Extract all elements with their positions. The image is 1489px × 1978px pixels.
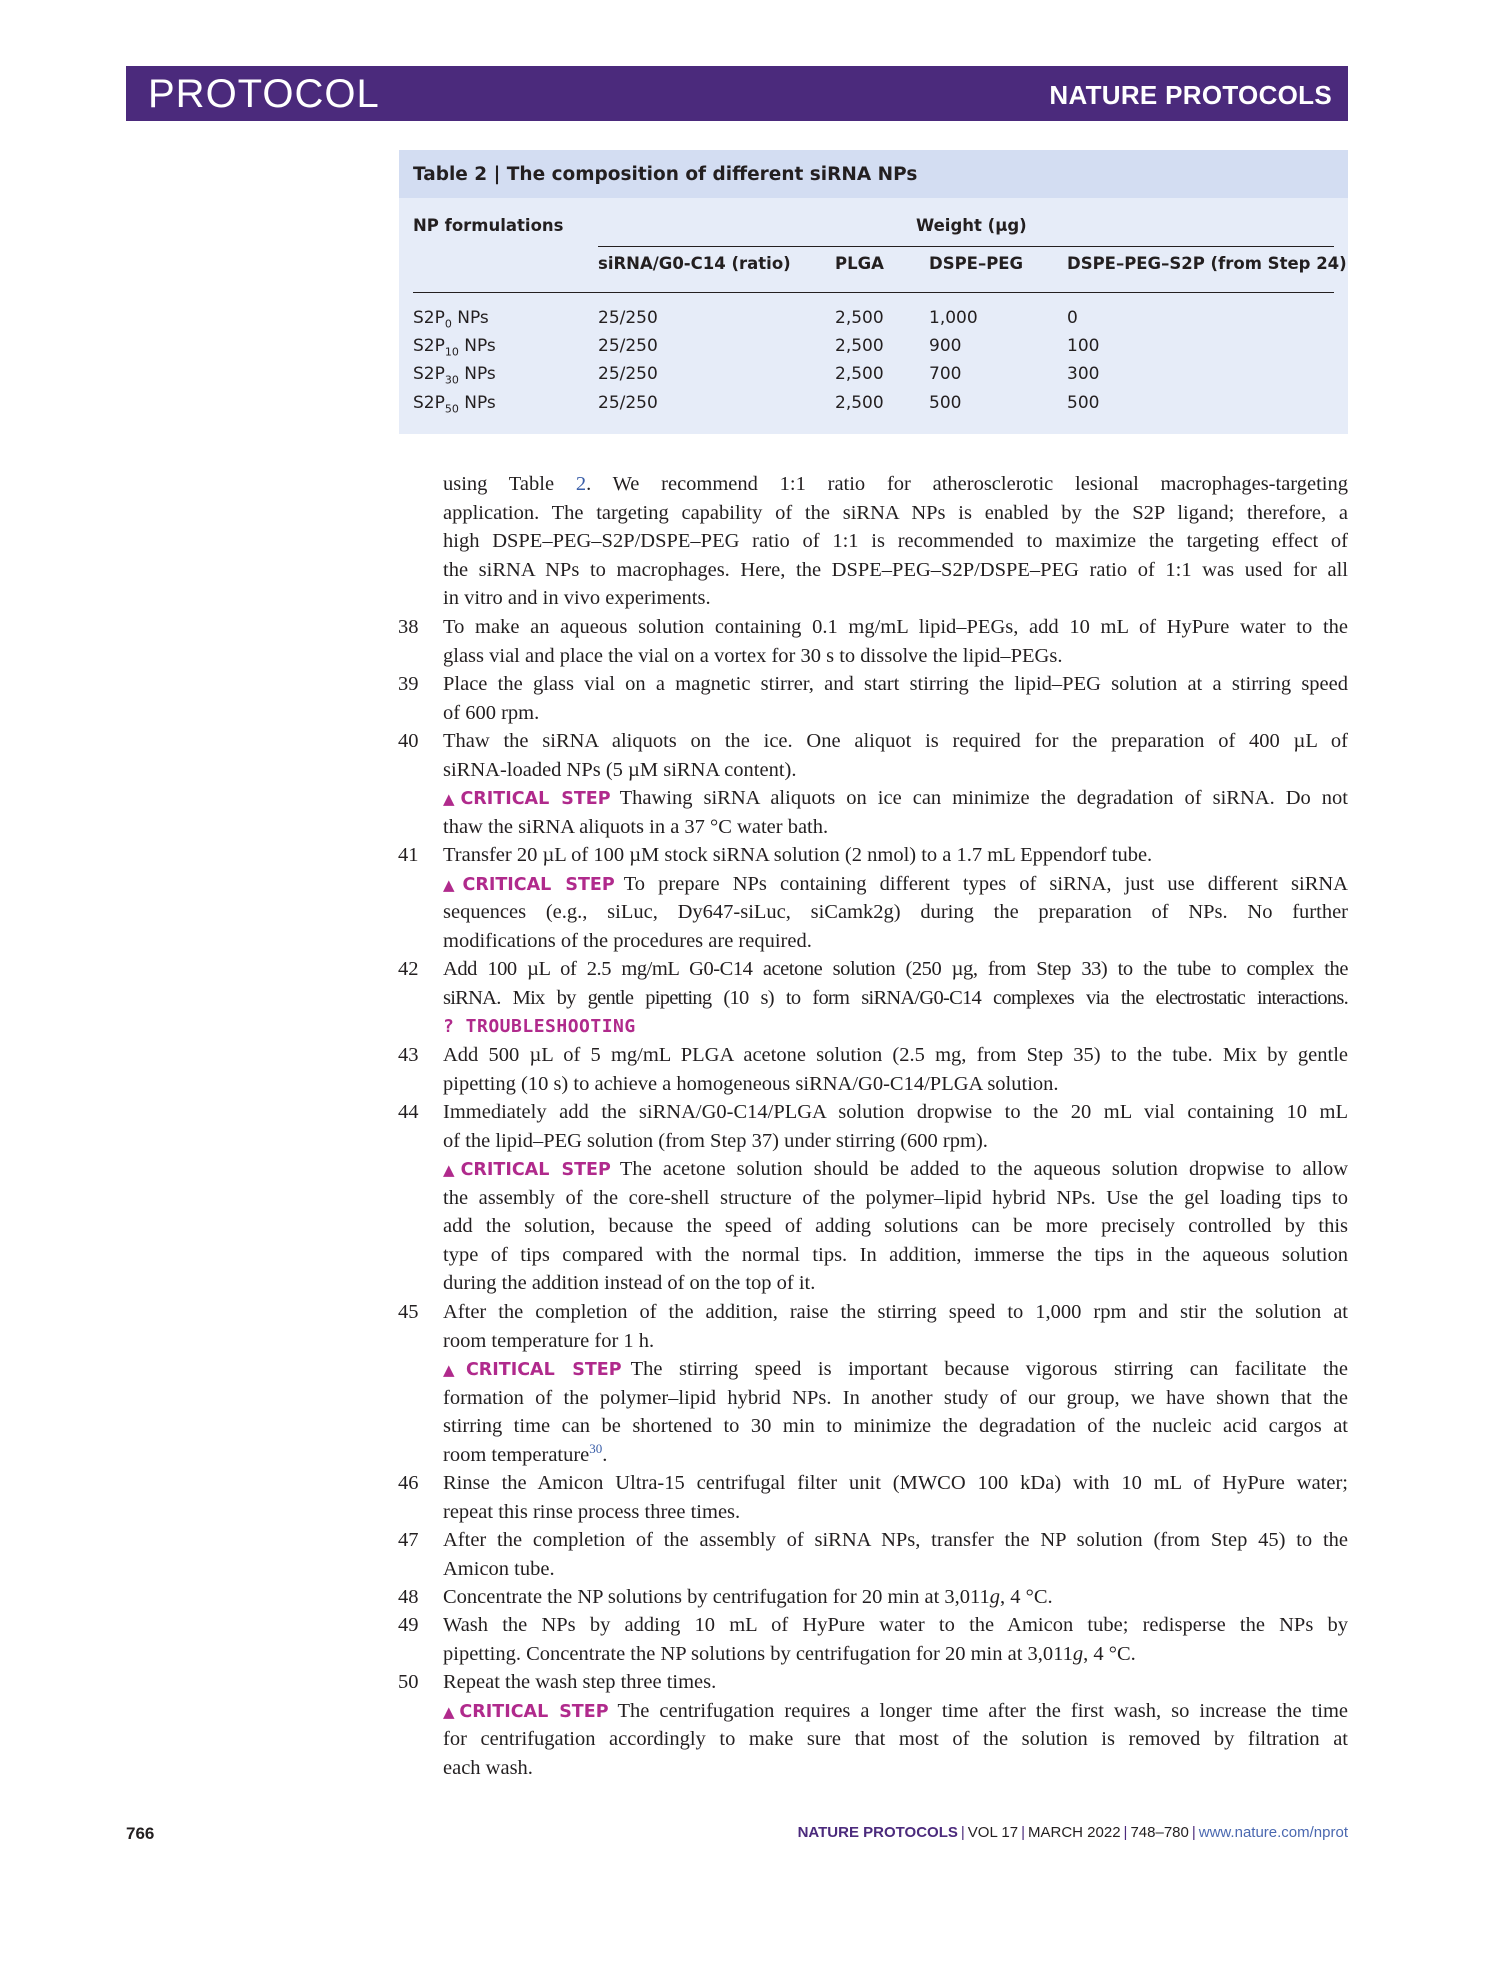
cell-ratio: 25/250	[598, 308, 658, 328]
footer-citation	[798, 1824, 1348, 1841]
text-line: in vitro and in vivo experiments.	[443, 587, 711, 609]
text-line: Rinse the Amicon Ultra-15 centrifugal filter unit (MWCO 100 kDa) with 10 mL of HyPure water;	[443, 1472, 1348, 1494]
cell-dspe-peg: 900	[929, 336, 962, 356]
text-line: Thaw the siRNA aliquots on the ice. One aliquot is required for the preparation of 400 µL of	[443, 730, 1348, 752]
cell-plga: 2,500	[835, 336, 884, 356]
cell-dspe-peg-s2p: 300	[1067, 364, 1100, 384]
table-ref-link[interactable]: 2	[575, 473, 587, 495]
row-label: $S2P_{10}$ NPs	[413, 336, 496, 359]
critical-step-label: ▲CRITICAL STEP	[443, 1701, 609, 1722]
text-line: modifications of the procedures are required.	[443, 929, 812, 952]
step-number: 43	[398, 1044, 419, 1066]
text-line: pipetting (10 s) to achieve a homogeneous siRNA/G0-C14/PLGA solution.	[443, 1072, 1059, 1095]
col-header-weight: Weight (µg)	[916, 216, 1027, 235]
row-label: $S2P_{50}$ NPs	[413, 393, 496, 416]
text-line: type of tips compared with the normal tips. In addition, immerse the tips in the aqueous solution	[443, 1243, 1348, 1266]
table-2	[399, 150, 1348, 434]
text-line: each wash.	[443, 1756, 533, 1779]
step-number: 42	[398, 958, 419, 980]
row-label: $S2P_0$ NPs	[413, 308, 489, 331]
row-label: $S2P_{30}$ NPs	[413, 364, 496, 387]
step-number: 47	[398, 1529, 419, 1551]
step-number: 38	[398, 616, 419, 638]
text-line: for centrifugation accordingly to make sure that most of the solution is removed by filtration at	[443, 1728, 1348, 1750]
text-line: the assembly of the core-shell structure of the polymer–lipid hybrid NPs. Use the gel loading tips to	[443, 1186, 1348, 1209]
text-line: high DSPE–PEG–S2P/DSPE–PEG ratio of 1:1 is recommended to maximize the targeting effect of	[443, 530, 1348, 552]
critical-step-line: ▲CRITICAL STEP The centrifugation requires a longer time after the first wash, so increase the time	[443, 1699, 1348, 1722]
col-header-dspe-peg: DSPE–PEG	[929, 254, 1024, 273]
step-49	[443, 1611, 1348, 1668]
warning-triangle-icon: ▲	[443, 1361, 466, 1379]
step-47	[443, 1526, 1348, 1583]
step-44	[443, 1098, 1348, 1298]
section-label: PROTOCOL	[148, 72, 380, 116]
critical-step-label: ▲CRITICAL STEP	[443, 789, 611, 809]
citation-ref-link[interactable]: 30	[589, 1440, 603, 1456]
step-42	[443, 955, 1348, 1041]
text-line: pipetting. Concentrate the NP solutions by centrifugation for 20 min at 3,011g, 4 °C.	[443, 1642, 1136, 1665]
text-line: Immediately add the siRNA/G0-C14/PLGA solution dropwise to the 20 mL vial containing 10 mL	[443, 1101, 1348, 1123]
page-number: 766	[126, 1824, 155, 1843]
text-line: stirring time can be shortened to 30 min to minimize the degradation of the nucleic acid cargos at	[443, 1415, 1348, 1437]
intro-paragraph	[443, 470, 1348, 613]
text-line: during the addition instead of on the top of it.	[443, 1272, 816, 1294]
warning-triangle-icon: ▲	[443, 1161, 461, 1179]
text-line: siRNA-loaded NPs (5 µM siRNA content).	[443, 758, 797, 781]
col-header-plga: PLGA	[835, 254, 884, 273]
text-line: After the completion of the addition, raise the stirring speed to 1,000 rpm and stir the solution at	[443, 1301, 1348, 1323]
text-line: Amicon tube.	[443, 1557, 555, 1580]
footer-journal: NATURE PROTOCOLS	[797, 1824, 958, 1841]
step-number: 40	[398, 730, 419, 752]
text-line: room temperature$^{30}$.	[443, 1440, 608, 1466]
text-line: the siRNA NPs to macrophages. Here, the DSPE–PEG–S2P/DSPE–PEG ratio of 1:1 was used for all	[443, 558, 1348, 581]
critical-step-label: ▲CRITICAL STEP	[443, 874, 615, 895]
text-line: To make an aqueous solution containing 0.1 mg/mL lipid–PEGs, add 10 mL of HyPure water to the	[443, 616, 1348, 638]
text-line: glass vial and place the vial on a vortex for 30 s to dissolve the lipid–PEGs.	[443, 644, 1063, 667]
troubleshooting-line	[443, 1012, 1348, 1041]
step-number: 48	[398, 1586, 419, 1608]
step-number: 49	[398, 1614, 419, 1636]
col-header-dspe-peg-s2p: DSPE–PEG–S2P (from Step 24)	[1067, 254, 1347, 273]
step-41	[443, 841, 1348, 955]
footer-separator: |	[1191, 1824, 1196, 1841]
footer-separator: |	[1021, 1824, 1025, 1841]
text-line: of the lipid–PEG solution (from Step 37) under stirring (600 rpm).	[443, 1129, 988, 1152]
cell-ratio: 25/250	[598, 364, 658, 384]
text-line: sequences (e.g., siLuc, Dy647-siLuc, siCamk2g) during the preparation of NPs. No further	[443, 901, 1348, 923]
cell-dspe-peg-s2p: 500	[1067, 393, 1100, 413]
critical-step-label: ▲CRITICAL STEP	[443, 1160, 611, 1180]
text-line: formation of the polymer–lipid hybrid NPs. In another study of our group, we have shown that the	[443, 1386, 1348, 1409]
text-line: Place the glass vial on a magnetic stirrer, and start stirring the lipid–PEG solution at a stirring speed	[443, 673, 1348, 695]
cell-dspe-peg: 500	[929, 393, 962, 413]
step-number: 44	[398, 1101, 419, 1123]
critical-step-line: ▲CRITICAL STEP The acetone solution should be added to the aqueous solution dropwise to allow	[443, 1158, 1348, 1180]
footer-separator: |	[1123, 1824, 1128, 1841]
text-line: using Table 2. We recommend 1:1 ratio for atherosclerotic lesional macrophages-targeting	[443, 473, 1348, 495]
cell-dspe-peg: 700	[929, 364, 962, 384]
text-line: thaw the siRNA aliquots in a 37 °C water bath.	[443, 815, 829, 838]
step-number: 45	[398, 1301, 419, 1323]
table-title: Table 2 | The composition of different siRNA NPs	[413, 164, 918, 185]
cell-plga: 2,500	[835, 308, 884, 328]
step-43	[443, 1041, 1348, 1098]
step-40	[443, 727, 1348, 841]
text-line: siRNA. Mix by gentle pipetting (10 s) to form siRNA/G0-C14 complexes via the electrostatic interactions.	[443, 986, 1348, 1009]
weight-rule	[598, 246, 1334, 247]
step-39	[443, 670, 1348, 727]
cell-dspe-peg: 1,000	[929, 308, 978, 328]
text-line: Add 500 µL of 5 mg/mL PLGA acetone solution (2.5 mg, from Step 35) to the tube. Mix by gentle	[443, 1044, 1348, 1066]
step-number: 50	[398, 1671, 419, 1693]
warning-triangle-icon: ▲	[443, 790, 461, 808]
cell-dspe-peg-s2p: 0	[1067, 308, 1078, 328]
footer-separator: |	[960, 1824, 965, 1841]
cell-plga: 2,500	[835, 393, 884, 413]
step-45	[443, 1298, 1348, 1469]
col-header-formulations: NP formulations	[413, 216, 564, 235]
col-header-ratio: siRNA/G0-C14 (ratio)	[598, 254, 791, 273]
step-46	[443, 1469, 1348, 1526]
step-number: 41	[398, 844, 419, 866]
critical-step-line: ▲CRITICAL STEP The stirring speed is important because vigorous stirring can facilitate the	[443, 1358, 1348, 1380]
header-bar	[126, 66, 1348, 121]
critical-step-line: ▲CRITICAL STEP Thawing siRNA aliquots on ice can minimize the degradation of siRNA. Do not	[443, 787, 1348, 809]
footer-url-link[interactable]: www.nature.com/nprot	[1198, 1824, 1348, 1841]
step-number: 39	[398, 673, 419, 695]
text-line: Add 100 µL of 2.5 mg/mL G0-C14 acetone solution (250 µg, from Step 33) to the tube to complex the	[443, 958, 1348, 980]
critical-step-label: ▲CRITICAL STEP	[443, 1360, 622, 1380]
text-line: add the solution, because the speed of adding solutions can be more precisely controlled by this	[443, 1215, 1348, 1237]
warning-triangle-icon: ▲	[443, 1702, 460, 1721]
footer-volume: VOL 17	[967, 1824, 1019, 1841]
warning-triangle-icon: ▲	[443, 875, 463, 894]
text-line: of 600 rpm.	[443, 701, 540, 724]
cell-ratio: 25/250	[598, 393, 658, 413]
text-line: repeat this rinse process three times.	[443, 1500, 741, 1523]
journal-name: NATURE PROTOCOLS	[1049, 80, 1332, 110]
table-title-band	[399, 150, 1348, 198]
step-50	[443, 1668, 1348, 1782]
footer-date: MARCH 2022	[1028, 1824, 1121, 1841]
text-line: After the completion of the assembly of siRNA NPs, transfer the NP solution (from Step 45) to the	[443, 1529, 1348, 1551]
header-rule	[413, 292, 1334, 293]
text-line: room temperature for 1 h.	[443, 1329, 655, 1352]
text-line: Repeat the wash step three times.	[443, 1671, 717, 1693]
step-38	[443, 613, 1348, 670]
text-line: Transfer 20 µL of 100 µM stock siRNA solution (2 nmol) to a 1.7 mL Eppendorf tube.	[443, 844, 1153, 866]
text-line: application. The targeting capability of the siRNA NPs is enabled by the S2P ligand; therefore, a	[443, 501, 1348, 524]
text-line: Concentrate the NP solutions by centrifugation for 20 min at 3,011g, 4 °C.	[443, 1586, 1053, 1608]
text-line: Wash the NPs by adding 10 mL of HyPure water to the Amicon tube; redisperse the NPs by	[443, 1614, 1348, 1636]
critical-step-line: ▲CRITICAL STEP To prepare NPs containing different types of siRNA, just use different siRNA	[443, 872, 1348, 895]
troubleshooting-label[interactable]: ? TROUBLESHOOTING	[443, 1016, 636, 1037]
cell-ratio: 25/250	[598, 336, 658, 356]
footer-pages: 748–780	[1130, 1824, 1189, 1841]
cell-plga: 2,500	[835, 364, 884, 384]
step-48	[443, 1583, 1348, 1612]
step-number: 46	[398, 1472, 419, 1494]
cell-dspe-peg-s2p: 100	[1067, 336, 1100, 356]
